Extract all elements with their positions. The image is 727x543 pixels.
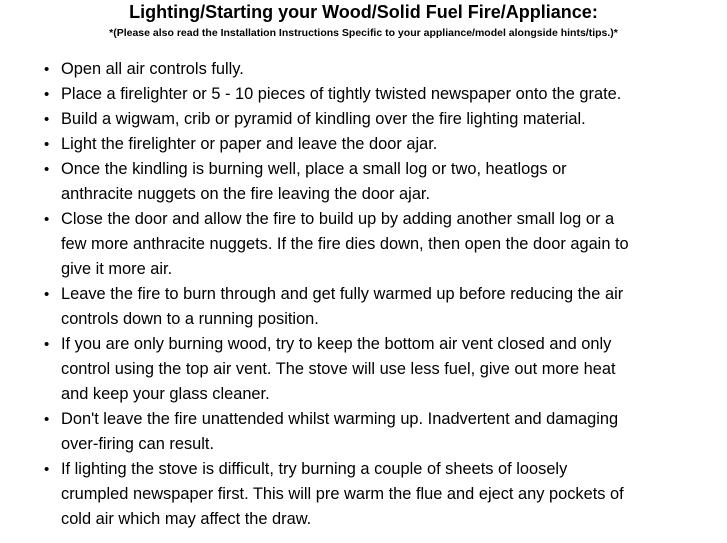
list-item — [0, 332, 701, 407]
list-item-text: If lighting the stove is difficult, try burning a couple of sheets of loosely — [61, 460, 568, 478]
bullet-icon: • — [44, 461, 50, 478]
bullet-icon: • — [44, 336, 50, 353]
list-item — [0, 82, 701, 107]
list-item-text: Open all air controls fully. — [61, 60, 244, 78]
list-item-text: Light the firelighter or paper and leave the door ajar. — [61, 135, 438, 153]
list-item — [0, 132, 701, 157]
list-item-text: give it more air. — [61, 260, 173, 278]
bullet-icon: • — [44, 286, 50, 303]
bullet-icon: • — [44, 211, 50, 228]
list-item-text: Leave the fire to burn through and get fully warmed up before reducing the air — [61, 285, 624, 303]
list-item — [0, 207, 701, 282]
list-item — [0, 407, 701, 457]
list-item-text: cold air which may affect the draw. — [61, 510, 312, 528]
list-item — [0, 107, 701, 132]
list-item-text: controls down to a running position. — [61, 310, 319, 328]
bullet-icon: • — [44, 161, 50, 178]
page-subtitle: *(Please also read the Installation Instructions Specific to your appliance/model alongside hints/tips.)* — [109, 27, 618, 39]
bullet-icon: • — [44, 86, 50, 103]
list-item — [0, 57, 701, 82]
list-item — [0, 282, 701, 332]
instructions-list — [0, 57, 727, 532]
bullet-icon: • — [44, 136, 50, 153]
list-item-text: crumpled newspaper first. This will pre warm the flue and eject any pockets of — [61, 485, 624, 503]
bullet-icon: • — [44, 111, 50, 128]
list-item — [0, 157, 701, 207]
page-title: Lighting/Starting your Wood/Solid Fuel Fire/Appliance: — [129, 2, 598, 22]
list-item-text: over-firing can result. — [61, 435, 215, 453]
list-item — [0, 457, 701, 532]
list-item-text: and keep your glass cleaner. — [61, 385, 270, 403]
list-item-text: Place a firelighter or 5 - 10 pieces of tightly twisted newspaper onto the grate. — [61, 85, 622, 103]
list-item-text: If you are only burning wood, try to keep the bottom air vent closed and only — [61, 335, 612, 353]
list-item-text: anthracite nuggets on the fire leaving the door ajar. — [61, 185, 431, 203]
list-item-text: Close the door and allow the fire to build up by adding another small log or a — [61, 210, 615, 228]
list-item-text: Build a wigwam, crib or pyramid of kindling over the fire lighting material. — [61, 110, 586, 128]
list-item-text: control using the top air vent. The stove will use less fuel, give out more heat — [61, 360, 616, 378]
list-item-text: Don't leave the fire unattended whilst warming up. Inadvertent and damaging — [61, 410, 619, 428]
list-item-text: Once the kindling is burning well, place a small log or two, heatlogs or — [61, 160, 567, 178]
bullet-icon: • — [44, 61, 50, 78]
bullet-icon: • — [44, 411, 50, 428]
list-item-text: few more anthracite nuggets. If the fire dies down, then open the door again to — [61, 235, 629, 253]
